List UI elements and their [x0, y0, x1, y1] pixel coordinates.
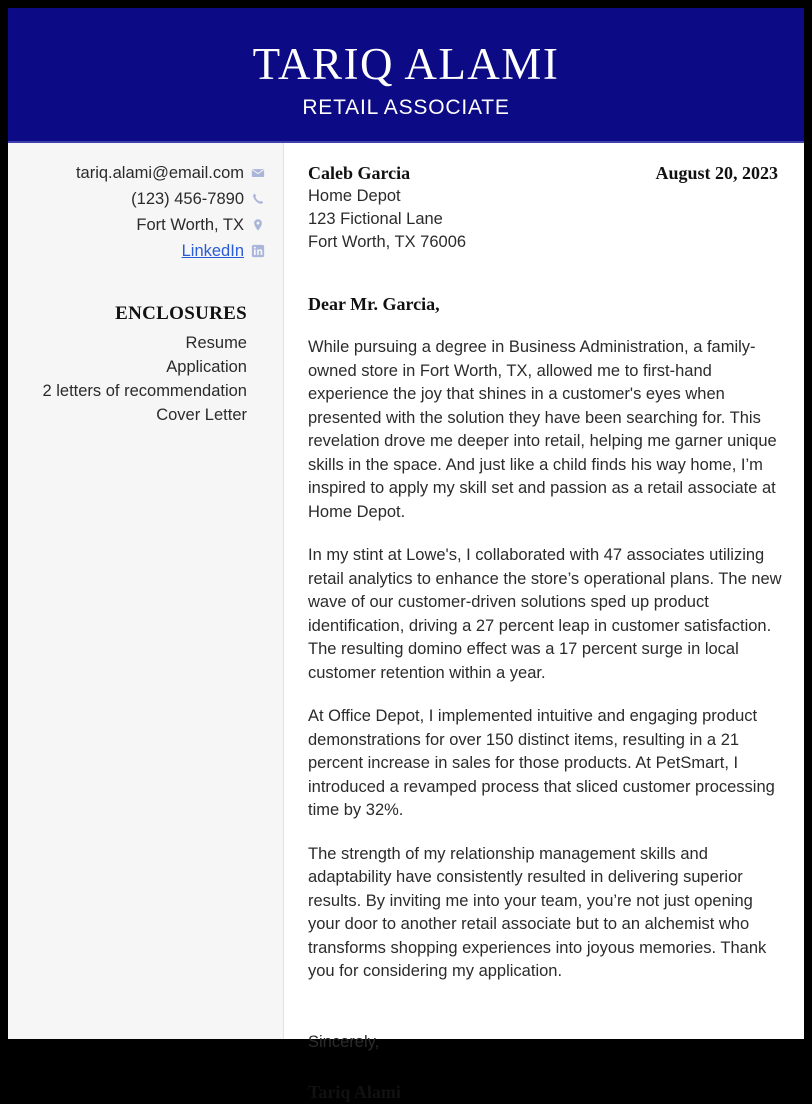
phone-icon — [251, 192, 265, 206]
cover-letter-page — [8, 8, 804, 1102]
contact-item-linkedin[interactable] — [18, 239, 265, 263]
body-paragraph: At Office Depot, I implemented intuitive and engaging product demonstrations for over 150 distinct items, resulting in a 21 percent increase in sales for those products. At PetSmart, I introduced a revamped process that sliced customer processing time by 32%. — [308, 707, 775, 819]
contact-location-text: Fort Worth, TX — [136, 216, 244, 234]
linkedin-link[interactable]: LinkedIn — [181, 242, 244, 260]
salutation: Dear Mr. Garcia, — [308, 294, 440, 314]
enclosures-list — [18, 331, 265, 427]
recipient-company: Home Depot — [308, 187, 401, 205]
body-paragraph: While pursuing a degree in Business Administration, a family-owned store in Fort Worth, TX, allowed me to first-hand experience the joy that shines in a customer's eyes when presented with the solution they have been searching for. This revelation drove me deeper into retail, helping me garner unique skills in the space. And just like a child finds his way home, I’m inspired to apply my skill set and passion as a retail associate at Home Depot. — [308, 338, 777, 521]
body-paragraph: The strength of my relationship management skills and adaptability have consistently resulted in delivering superior results. By inviting me into your team, you’re not just opening your door to another retail associate but to an alchemist who transforms shopping experiences into joyous memories. Thank you for considering my application. — [308, 844, 767, 980]
location-pin-icon — [251, 218, 265, 232]
contact-item-location — [18, 213, 265, 237]
recipient-street: 123 Fictional Lane — [308, 210, 443, 228]
letter-body — [8, 143, 804, 1102]
letter-content — [284, 143, 804, 1102]
linkedin-icon — [251, 244, 265, 258]
contact-item-phone — [18, 187, 265, 211]
recipient-block — [308, 161, 466, 254]
body-paragraph: In my stint at Lowe's, I collaborated with 47 associates utilizing retail analytics to enhance the store’s operational plans. The new wave of our customer-driven solutions sped up product identification, driving a 27 percent leap in customer satisfaction. The resulting domino effect was a 17 percent surge in local customer retention within a year. — [308, 546, 782, 682]
recipient-name: Caleb Garcia — [308, 163, 411, 183]
letterhead-banner — [8, 8, 804, 143]
applicant-job-title: RETAIL ASSOCIATE — [302, 96, 510, 119]
letter-header-row — [308, 161, 782, 254]
enclosure-item: Application — [166, 358, 247, 376]
closing-text: Sincerely, — [308, 1032, 380, 1051]
envelope-icon — [251, 166, 265, 180]
contact-item-email — [18, 161, 265, 185]
letter-date: August 20, 2023 — [655, 163, 778, 183]
enclosures-heading: ENCLOSURES — [115, 303, 247, 324]
sidebar — [8, 143, 284, 1039]
contact-email-text: tariq.alami@email.com — [75, 164, 244, 182]
signature-name: Tariq Alami — [308, 1082, 401, 1102]
enclosure-item: Cover Letter — [156, 406, 247, 424]
contact-list — [18, 161, 265, 263]
enclosure-item: 2 letters of recommendation — [42, 382, 247, 400]
enclosure-item: Resume — [185, 334, 247, 352]
applicant-name: TARIQ ALAMI — [252, 39, 560, 89]
recipient-city-state-zip: Fort Worth, TX 76006 — [308, 233, 467, 251]
contact-phone-text: (123) 456-7890 — [131, 190, 244, 208]
